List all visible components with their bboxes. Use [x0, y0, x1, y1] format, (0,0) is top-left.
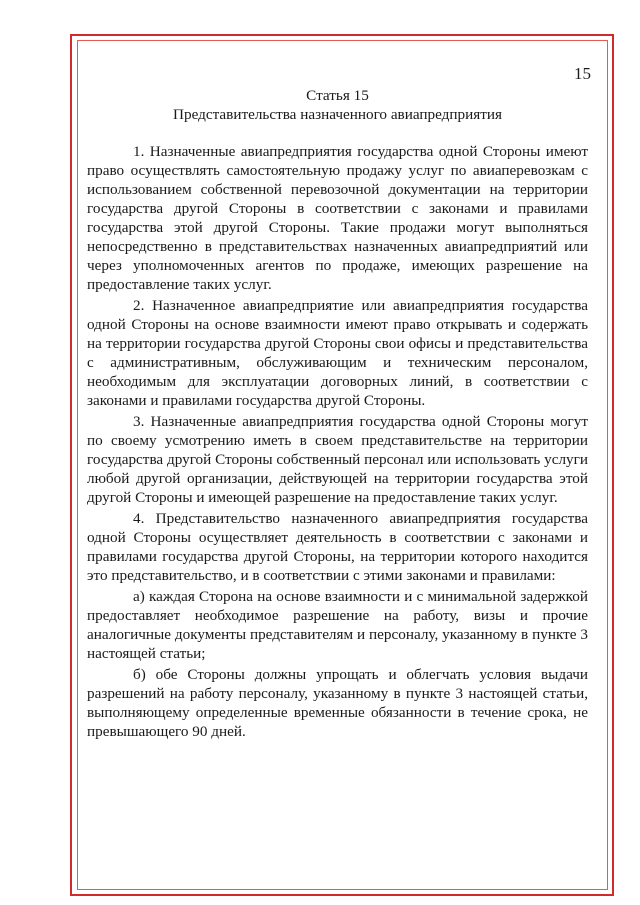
- article-subtitle: Представительства назначенного авиапредприятия: [173, 106, 502, 123]
- paragraph-2: 2. Назначенное авиапредприятие или авиапредприятия государства одной Стороны на основе взаимности имеют право открывать и содержать на территории государства другой Стороны свои офисы и представительства с административным, обслуживающим и техническим персоналом, необходимым для эксплуатации договорных линий, в соответствии с законами и правилами государства другой Стороны.: [87, 297, 588, 409]
- paragraph-4: 4. Представительство назначенного авиапредприятия государства одной Стороны осуществляет деятельность в соответствии с законами и правилами государства другой Стороны, на территории которого находится это представительство, и в соответствии с этими законами и правилами:: [87, 510, 588, 584]
- subitem-a: а) каждая Сторона на основе взаимности и с минимальной задержкой предоставляет необходимое разрешение на работу, визы и прочие аналогичные документы представителям и персоналу, указанному в пункте 3 настоящей статьи;: [87, 588, 588, 662]
- paragraph-3: 3. Назначенные авиапредприятия государства одной Стороны могут по своему усмотрению иметь в своем представительстве на территории государства другой Стороны собственный персонал или использовать услуги любой другой организации, действующей на территории государства этой другой Стороны и имеющей разрешение на предоставление таких услуг.: [87, 413, 588, 506]
- page-number: 15: [574, 64, 591, 83]
- article-title: Статья 15: [306, 87, 369, 104]
- subitem-b: б) обе Стороны должны упрощать и облегчать условия выдачи разрешений на работу персоналу, указанному в пункте 3 настоящей статьи, выполняющему определенные временные обязанности в течение срока, не превышающего 90 дней.: [87, 666, 588, 740]
- document-body: [87, 86, 588, 743]
- paragraph-1: 1. Назначенные авиапредприятия государства одной Стороны имеют право осуществлять самостоятельную продажу услуг по авиаперевозкам с использованием собственной перевозочной документации на территории государства другой Стороны в соответствии с законами и правилами государства этой другой Стороны. Такие продажи могут выполняться непосредственно в представительствах назначенных авиапредприятий или через уполномоченных агентов по продаже, имеющих разрешение на предоставление таких услуг.: [87, 143, 588, 293]
